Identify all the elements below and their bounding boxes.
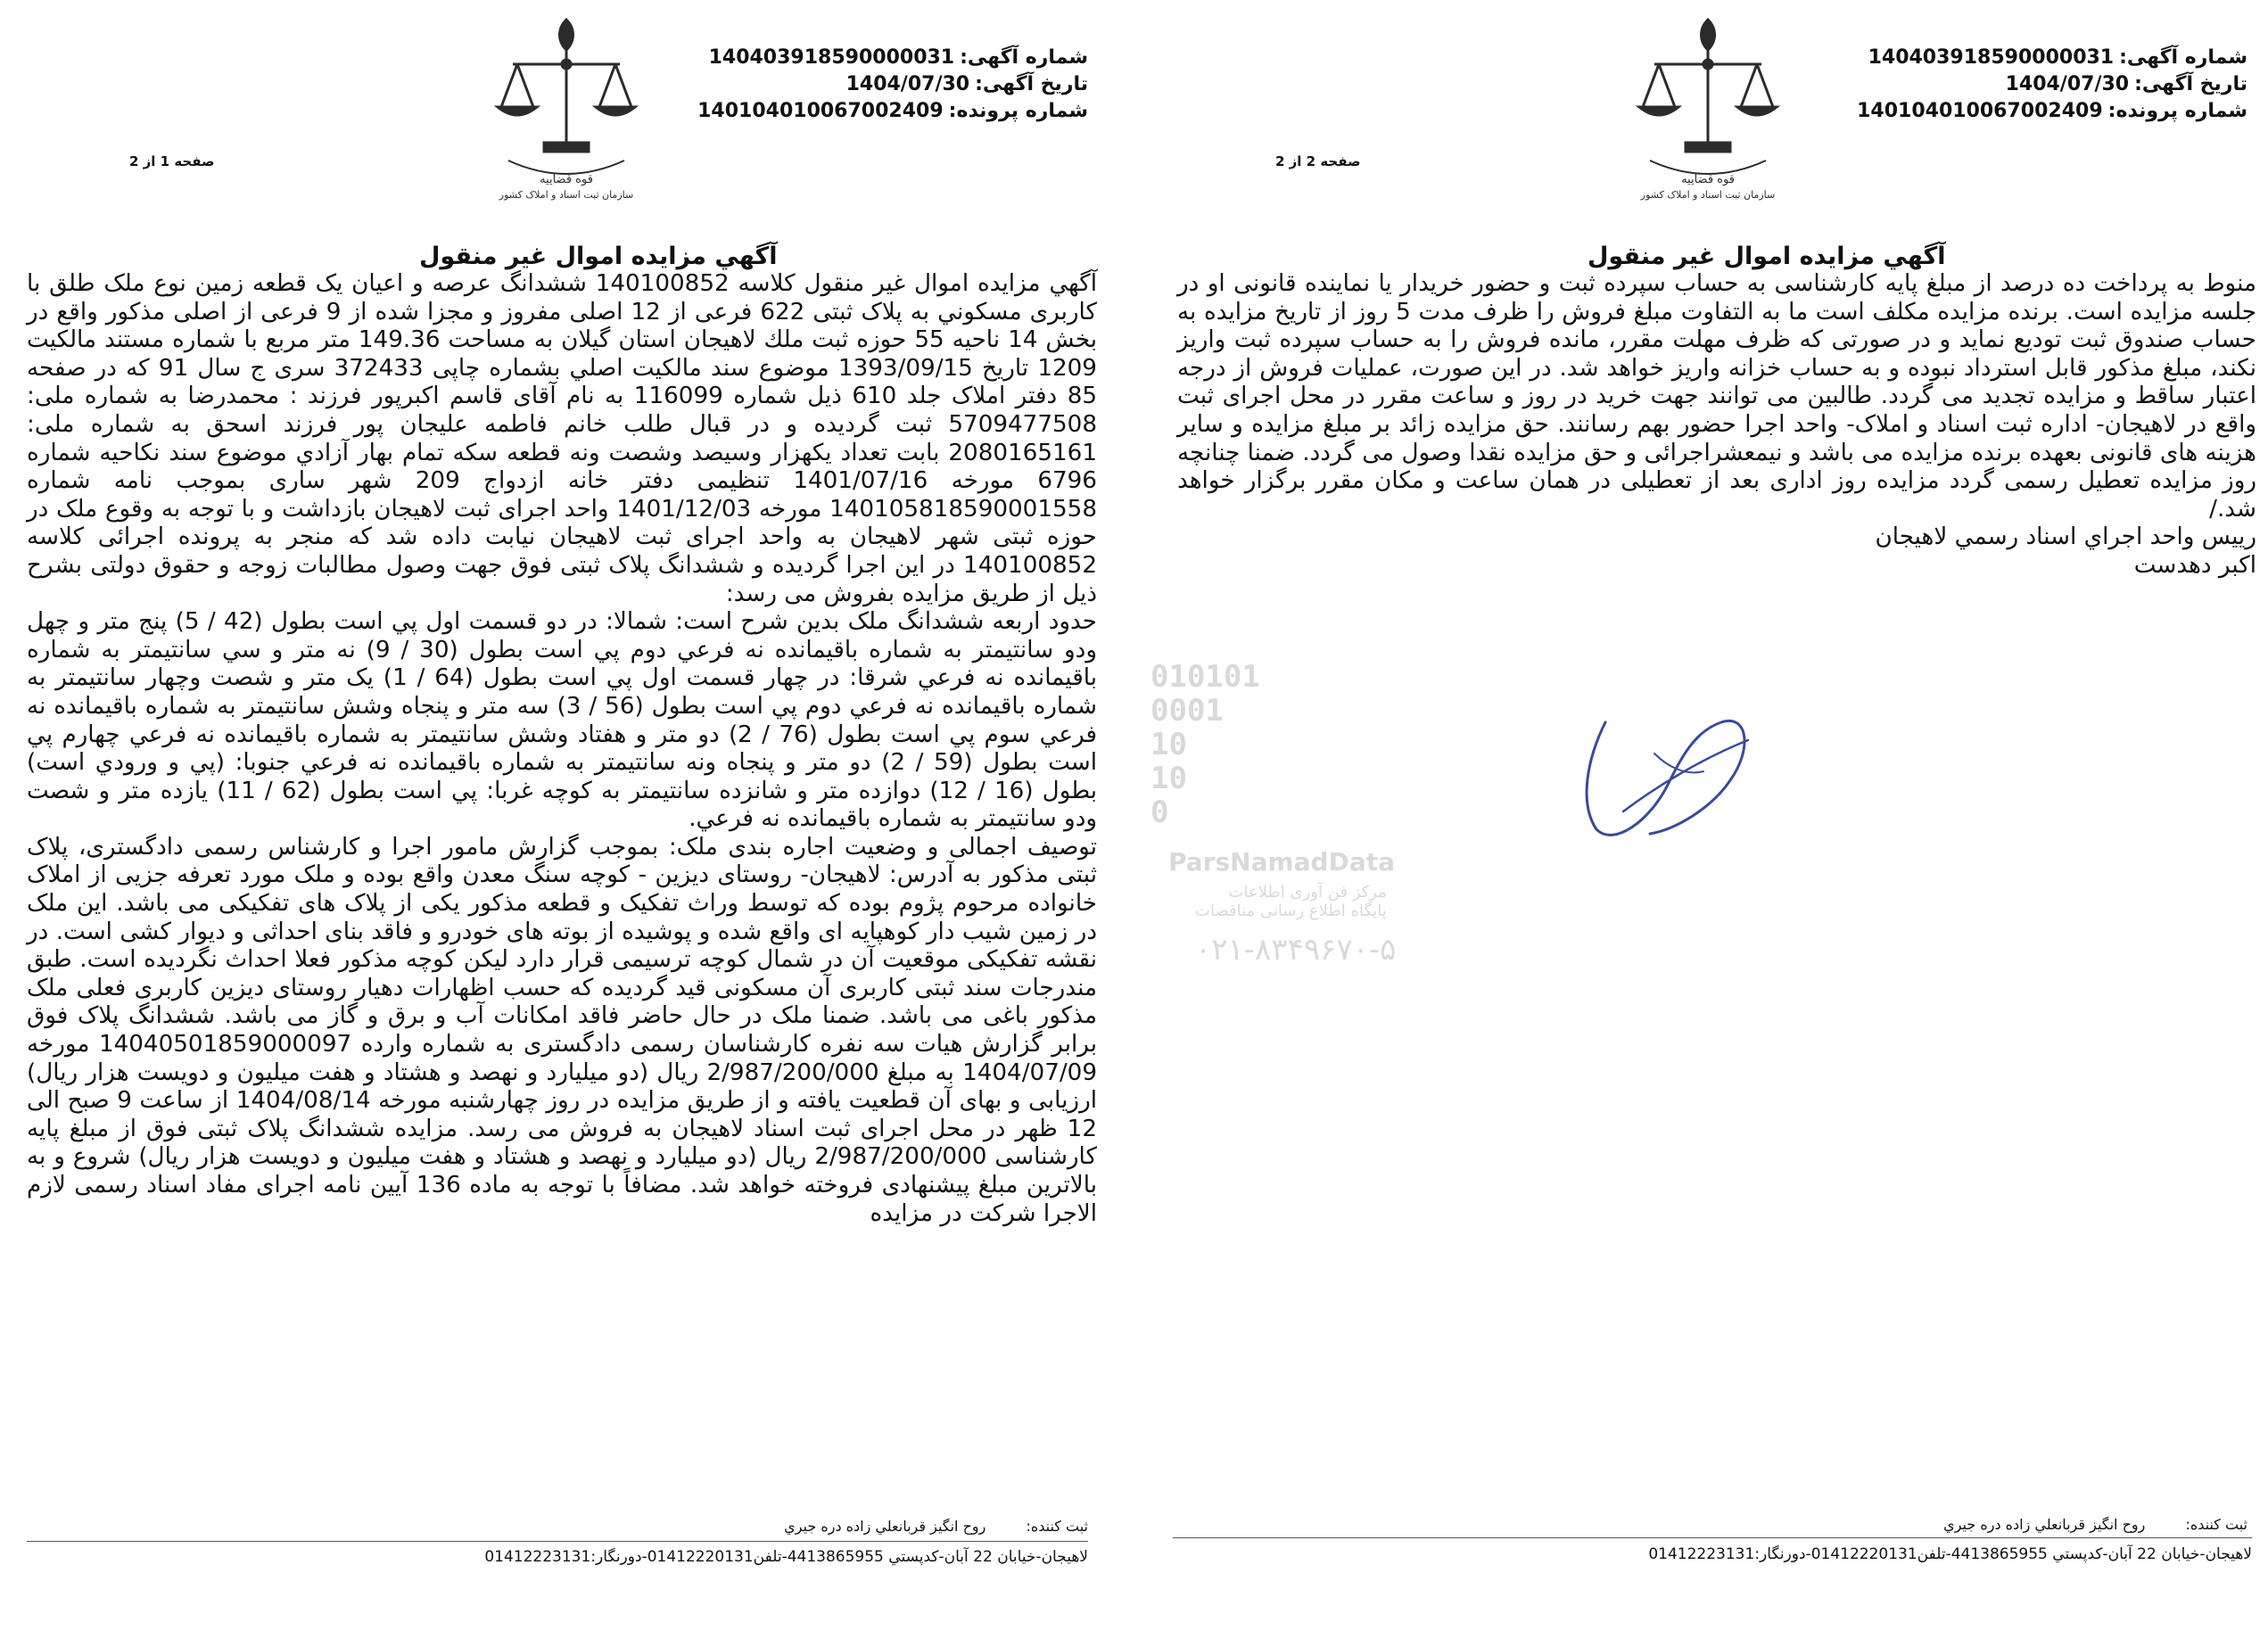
- ad-body-description: توصیف اجمالی و وضعیت اجاره بندی ملک: بموجب گزارش مامور اجرا و کارشناس رسمی دادگستری، پلاک ثبتی مذکور به آدرس: لاهیجان- روستای دیزین - کوچه سنگ معدن واقع بوده و ملک مورد تعرفه جزیی از املاک خانواده مرحوم پژوم بوده که توسط وراث تفکیک و قطعه مذکور یکی از پلاک های تفکیکی می باشد. این ملک در زمین شیب دار کوهپایه ای واقع شده و پوشیده از بوته های خودرو و فاقد بنای احداثی و دیوار کشی است. در نقشه تفکیکی موقعیت آن در شمال کوچه ترسیمی قرار دارد لیکن کوچه مذکور فعلا احداث نگردیده است. طبق مندرجات سند ثبتی کاربری آن مسکونی قید گردیده که حسب اظهارات دهیار روستای دیزین کاربری فعلی ملک مذکور باغی می باشد. ضمنا ملک در حال حاضر فاقد امکانات آب و برق و گاز می باشد. ششدانگ پلاک فوق برابر گزارش هیات سه نفره کارشناسان رسمی دادگستری به شماره وارده 14040501859000097 مورخه 1404/07/09 به مبلغ 2/987/200/000 ریال (دو میلیارد و نهصد و هشتاد و هفت میلیون و دویست هزار ریال) ارزیابی و بهای آن قطعیت یافته و از طریق مزایده در روز چهارشنبه مورخه 1404/08/14 از ساعت 9 صبح الی 12 ظهر در محل اجرای ثبت اسناد لاهیجان به فروش می رسد. مزایده ششدانگ پلاک ثبتی فوق از مبلغ پایه کارشناسی 2/987/200/000 ریال (دو میلیارد و نهصد و هشتاد و هفت میلیون و دویست هزار ریال) شروع و به بالاترین مبلغ پیشنهادی فروخته خواهد شد. مضافاً با توجه به ماده 136 آیین نامه اجرای مفاد اسناد رسمی لازم الاجرا شرکت در مزایده: [27, 833, 1098, 1227]
- ad-number: 140403918590000031: [1868, 46, 2115, 69]
- ad-title: آگهي مزايده اموال غير منقول: [1588, 243, 1946, 270]
- emblem-caption-bottom: سازمان ثبت اسناد و املاک کشور: [1640, 189, 1776, 201]
- case-number: 140104010067002409: [1857, 100, 2103, 122]
- footer-divider: [1173, 1537, 2252, 1538]
- page-number: صفحه 1 از 2: [129, 153, 215, 169]
- ad-body-conditions: منوط به پرداخت ده درصد از مبلغ پایه کارشناسی به حساب سپرده ثبت و حضور خریدار یا نماینده قانونی او در جلسه مزایده است. برنده مزایده مکلف است ما به التفاوت مبلغ فروش را ظرف مدت 5 روز از تاریخ مزایده به حساب صندوق ثبت تودیع نماید و در صورتی که ظرف مهلت مقرر، مانده فروش را به حساب سپرده ثبت واریز نکند، مبلغ مذکور قابل استرداد نبوده و به حساب خزانه واریز خواهد شد. در این صورت، عملیات فروش از درجه اعتبار ساقط و مزایده تجدید می گردد. طالبین می توانند جهت خرید در روز و ساعت مقرر در محل اجرای ثبت واقع در لاهیجان- اداره ثبت اسناد و املاک- واحد اجرا حضور بهم رسانند. حق مزایده زائد بر مبلغ مزایده و سایر هزینه های قانونی بعهده برنده مزایده می باشد و نیمعشراجرائی و حق مزایده نقدا وصول می گردد. ضمنا چنانچه روز مزایده تعطیل رسمی گردد مزایده روز اداری بعد از تعطیلی در همان ساعت و مکان مقرر برگزار خواهد شد./: [1177, 270, 2256, 523]
- ad-body: [1177, 270, 2256, 581]
- emblem-caption-top: قوه قضاییه: [1681, 173, 1735, 186]
- judiciary-emblem-icon: [482, 9, 651, 204]
- registrar-label: ثبت كننده:: [2185, 1516, 2247, 1533]
- judiciary-emblem-icon: [1623, 9, 1793, 204]
- ad-meta: [692, 45, 1088, 125]
- registrar-label: ثبت كننده:: [1026, 1518, 1088, 1535]
- case-number: 140104010067002409: [697, 100, 944, 122]
- signer-name: اكبر دهدست: [2133, 551, 2256, 579]
- ad-date-label: تاریخ آگهی:: [2134, 73, 2247, 95]
- watermark-brand: ParsNamadData: [1168, 847, 1395, 877]
- registrar: [784, 1518, 1088, 1535]
- ad-number: 140403918590000031: [708, 46, 955, 69]
- page-number: صفحه 2 از 2: [1275, 153, 1361, 169]
- ad-date: 1404/07/30: [2005, 73, 2130, 95]
- emblem-caption-bottom: سازمان ثبت اسناد و املاک کشور: [499, 189, 634, 201]
- footer-address: لاهيجان-خيابان 22 آبان-كدپستي 4413865955-تلفن01412220131-دورنگار:01412223131: [484, 1548, 1088, 1566]
- ad-title: آگهي مزايده اموال غير منقول: [419, 243, 778, 270]
- registrar-name: روح انگيز قربانعلي زاده دره جيري: [784, 1518, 986, 1535]
- case-number-label: شماره پرونده:: [948, 100, 1088, 122]
- ad-number-label: شماره آگهی:: [960, 46, 1088, 69]
- ad-body-intro: آگهي مزايده اموال غير منقول كلاسه 140100852 ششدانگ عرصه و اعيان يک قطعه زمين نوع ملک طلق با کاربری مسكوني به پلاک ثبتی 622 فرعی از 12 اصلی مفروز و مجزا شده از 9 فرعی از اصلی مذکور واقع در بخش 14 ناحیه 55 حوزه ثبت ملك لاهيجان استان گيلان به مساحت 149.36 متر مربع با شماره مستند مالکیت 1209 تاریخ 1393/09/15 موضوع سند مالکیت اصلي بشماره چاپی 372433 سری ج سال 91 که در صفحه 85 دفتر املاک جلد 610 ذیل شماره 116099 به نام آقای قاسم اکبرپور فرزند : محمدرضا به شماره ملی: 5709477508 ثبت گرديده و در قبال طلب خانم فاطمه عليجان پور فرزند اسحق به شماره ملی: 2080165161 بابت تعداد يكهزار وسيصد وشصت ونه قطعه سكه تمام بهار آزادي موضوع سند نكاحيه شماره 6796 مورخه 1401/07/16 تنظيمی دفتر خانه ازدواج 209 شهر ساری بموجب نامه شماره 140105818590001558 مورخه 1401/12/03 واحد اجرای ثبت لاهيجان بازداشت و با توجه به وقوع ملک در حوزه ثبتی شهر لاهیجان به واحد اجرای ثبت لاهیجان نيابت داده شد که منجر به پرونده اجرائی كلاسه 140100852 در این اجرا گرديده و ششدانگ پلاک ثبتی فوق جهت وصول مطالبات زوجه و حقوق دولتی بشرح ذیل از طريق مزايده بفروش می رسد:: [27, 270, 1098, 607]
- ad-body-boundaries: حدود اربعه ششدانگ ملک بدين شرح است: شمالا: در دو قسمت اول پي است بطول (42 / 5) پنج متر و چهل ودو سانتيمتر به شماره باقيمانده نه فرعي دوم پي است بطول (30 / 9) نه متر و سي سانتيمتر به شماره باقيمانده نه فرعي شرقا: در چهار قسمت اول پي است بطول (64 / 1) يک متر و شصت وچهار سانتيمتر به شماره باقيمانده نه فرعي دوم پي است بطول (56 / 3) سه متر و پنجاه وشش سانتيمتر به شماره باقيمانده نه فرعي سوم پي است بطول (76 / 2) دو متر و هفتاد وشش سانتيمتر به شماره باقيمانده نه فرعي چهارم پي است بطول (59 / 2) دو متر و پنجاه ونه سانتيمتر به شماره باقيمانده نه فرعي جنوبا: (پي و ورودي است) بطول (16 / 12) دوازده متر و شانزده سانتيمتر به کوچه غربا: پي است بطول (62 / 11) يازده متر و شصت ودو سانتيمتر به شماره باقيمانده نه فرعي.: [27, 608, 1098, 833]
- ad-date-label: تاریخ آگهی:: [975, 73, 1088, 95]
- signer-title: رييس واحد اجراي اسناد رسمي لاهيجان: [1875, 523, 2256, 551]
- watermark-phone: ۰۲۱-۸۳۴۹۶۷۰-۵: [1195, 932, 1397, 968]
- ad-number-label: شماره آگهی:: [2119, 46, 2247, 69]
- emblem-caption-top: قوه قضاییه: [540, 173, 593, 186]
- case-number-label: شماره پرونده:: [2107, 100, 2247, 122]
- registrar-name: روح انگيز قربانعلي زاده دره جيري: [1943, 1516, 2146, 1533]
- registrar: [1943, 1516, 2247, 1533]
- footer-address: لاهيجان-خيابان 22 آبان-كدپستي 4413865955-تلفن01412220131-دورنگار:01412223131: [1648, 1545, 2252, 1563]
- watermark-sub: مرکز فن آوری اطلاعات پایگاه اطلاع رسانی مناقصات: [1195, 883, 1387, 920]
- page-1: [0, 0, 1106, 1631]
- ad-meta: [1852, 45, 2247, 125]
- page-2: [1159, 0, 2265, 1631]
- ad-body: [27, 270, 1097, 1228]
- watermark-digits: 010101 0001 10 10 0: [1150, 659, 1260, 830]
- signature-icon: [1570, 704, 1766, 860]
- footer-divider: [27, 1541, 1088, 1542]
- ad-date: 1404/07/30: [845, 73, 970, 95]
